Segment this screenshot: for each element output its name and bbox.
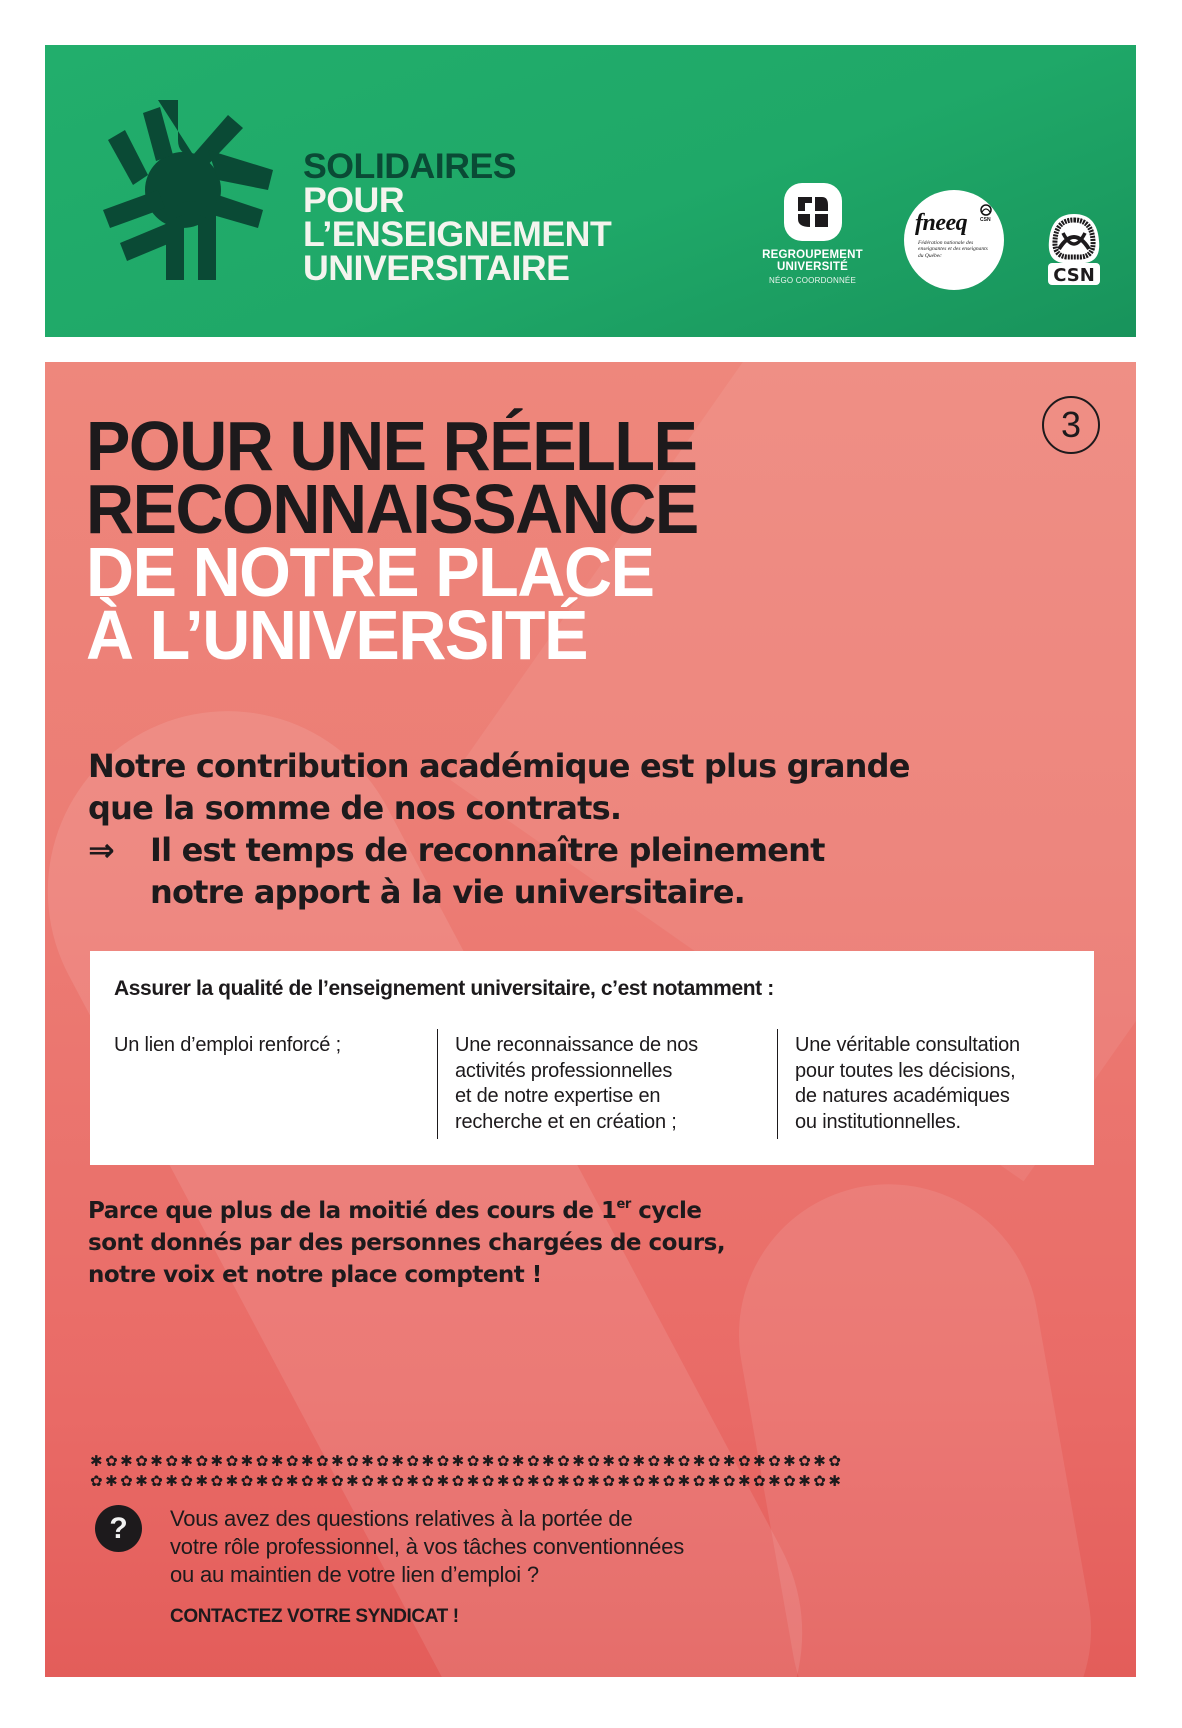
headline-line3: DE NOTRE PLACE [86,533,654,611]
headline-line4: À L’UNIVERSITÉ [86,596,588,674]
regroupement-universite-logo [755,183,870,285]
subhead-arrow-statement [88,829,1048,913]
campaign-title [303,147,612,288]
because-line1: Parce que plus de la moitié des cours de 1er cycle [88,1197,702,1224]
subheading [88,745,1048,913]
quality-item-consultation [777,1029,1077,1139]
quality-title: Assurer la qualité de l’enseignement universitaire, c’est notamment : [114,977,774,1000]
subhead-line1: Notre contribution académique est plus grande [88,747,910,785]
quality-item-line: activités professionnelles [455,1059,673,1082]
fneeq-wordmark: fneeq [915,210,968,236]
because-line3: notre voix et notre place comptent ! [88,1262,542,1288]
fneeq-csn-tag: CSN [980,217,991,223]
quality-item-line: Une véritable consultation [795,1034,1020,1056]
csn-knot-mini-icon [980,204,992,216]
arrow-line2: notre apport à la vie universitaire. [150,873,745,911]
help-line2: votre rôle professionnel, à vos tâches conventionnées [170,1534,685,1559]
headline-line2: RECONNAISSANCE [86,470,698,548]
quality-item-line: pour toutes les décisions, [795,1059,1016,1082]
quality-item-line: Une reconnaissance de nos [455,1034,698,1056]
page-headline [86,407,698,674]
regroupement-label-line2: UNIVERSITÉ [776,261,848,273]
csn-knot-icon [1045,211,1103,287]
step-number-badge: 3 [1042,396,1100,454]
arrow-line1: Il est temps de reconnaître pleinement [150,831,825,869]
ornament-row-2: ✿✱✿✱✿✱✿✱✿✱✿✱✿✱✿✱✿✱✿✱✿✱✿✱✿✱✿✱✿✱✿✱✿✱✿✱✿✱✿✱✿✱✿✱✿✱✿✱✿✱ [90,1472,844,1490]
brand-line-universitaire: UNIVERSITAIRE [303,249,570,288]
quality-item-line: et de notre expertise en [455,1085,661,1107]
quality-item-employment [114,1033,414,1059]
solidaires-star-logo-icon [88,95,278,285]
brand-line-solidaires: SOLIDAIRES [303,147,517,186]
csn-logo [1045,211,1103,287]
ornament-row-1: ✱✿✱✿✱✿✱✿✱✿✱✿✱✿✱✿✱✿✱✿✱✿✱✿✱✿✱✿✱✿✱✿✱✿✱✿✱✿✱✿✱✿✱✿✱✿✱✿✱✿ [90,1452,844,1470]
because-line2: sont donnés par des personnes chargées de cours, [88,1230,726,1256]
regroupement-label-line1: REGROUPEMENT [762,249,863,261]
fneeq-description: Fédération nationale des enseignantes et des enseignants du Québec [918,240,988,259]
question-mark-icon: ? [95,1505,142,1552]
contact-union-cta: CONTACTEZ VOTRE SYNDICAT ! [170,1606,459,1627]
help-line1: Vous avez des questions relatives à la portée de [170,1506,633,1531]
regroupement-badge-icon [784,183,842,241]
superscript-er: er [616,1197,631,1212]
regroupement-sub-label: NÉGO COORDONNÉE [768,276,856,285]
quality-callout-box [90,951,1094,1165]
headline-line1: POUR UNE RÉELLE [86,407,697,485]
quality-item-line: ou institutionnelles. [795,1110,961,1133]
quality-item-line: de natures académiques [795,1085,1010,1107]
help-line3: ou au maintien de votre lien d’emploi ? [170,1562,539,1587]
quality-item-line: Un lien d’emploi renforcé ; [114,1034,341,1056]
svg-text:CSN: CSN [1053,265,1095,286]
brand-line-pour: POUR [303,181,405,220]
quality-item-line: recherche et en création ; [455,1110,677,1133]
subhead-line2: que la somme de nos contrats. [88,789,622,827]
quality-item-recognition [437,1029,737,1139]
because-statement [88,1195,848,1291]
fneeq-logo [904,190,1004,290]
brand-line-enseignement: L’ENSEIGNEMENT [303,215,612,254]
double-arrow-icon: ⇒ [88,831,115,869]
help-question [170,1505,810,1589]
